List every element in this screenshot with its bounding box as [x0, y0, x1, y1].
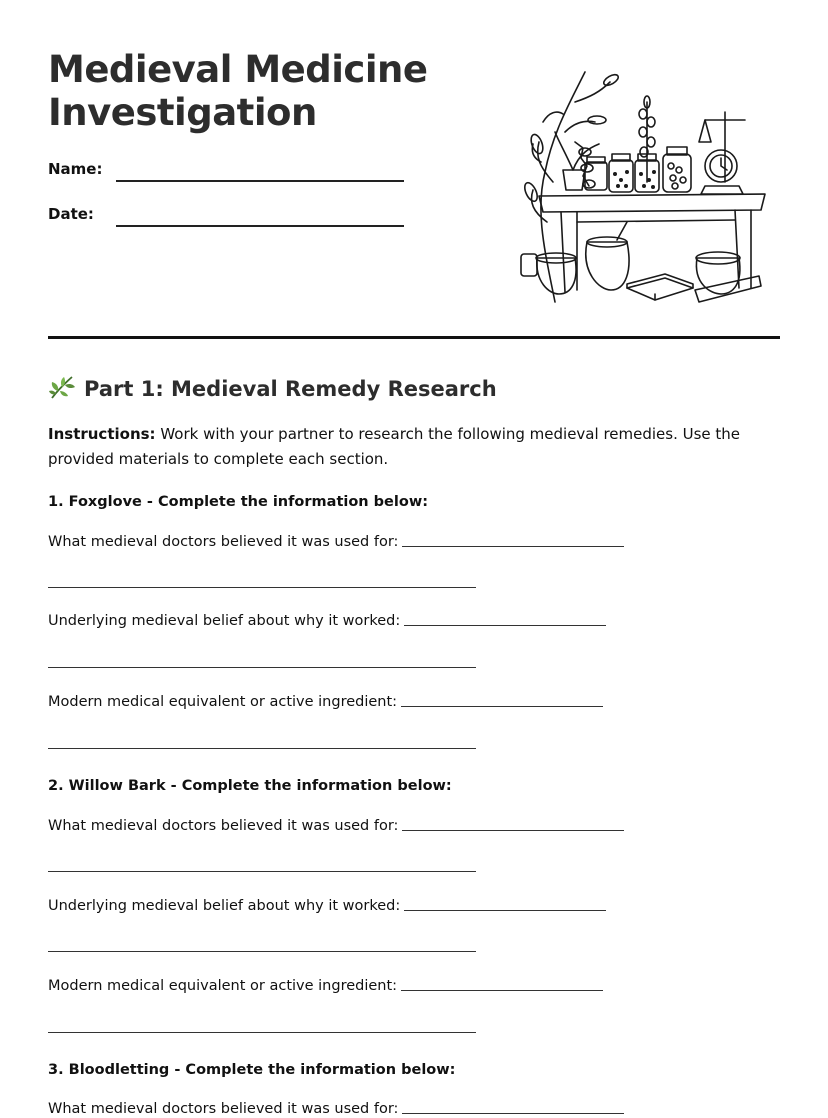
question-label: Underlying medieval belief about why it worked: [48, 898, 401, 914]
remedy-2-answer-line-1[interactable] [48, 871, 476, 872]
part1-heading-text: Part 1: Medieval Remedy Research [84, 377, 497, 401]
remedy-3-question-used-for [48, 1101, 624, 1117]
date-label: Date: [48, 205, 94, 223]
remedy-1-answer-line-1[interactable] [48, 587, 476, 588]
answer-blank[interactable] [402, 1112, 624, 1114]
question-label: What medieval doctors believed it was used for: [48, 534, 399, 550]
remedy-1-question-used-for [48, 534, 624, 550]
name-field[interactable] [116, 180, 404, 182]
section-divider [48, 336, 780, 339]
remedy-3-title: 3. Bloodletting - Complete the information below: [48, 1062, 456, 1078]
remedy-2-title: 2. Willow Bark - Complete the information below: [48, 778, 452, 794]
date-field[interactable] [116, 225, 404, 227]
remedy-2-question-used-for [48, 818, 624, 834]
remedy-1-question-belief [48, 613, 606, 629]
name-label: Name: [48, 160, 103, 178]
question-label: What medieval doctors believed it was used for: [48, 818, 399, 834]
question-label: Modern medical equivalent or active ingredient: [48, 694, 398, 710]
question-label: What medieval doctors believed it was used for: [48, 1101, 399, 1117]
remedy-2-question-belief [48, 898, 606, 914]
answer-blank[interactable] [401, 705, 603, 707]
instructions-label: Instructions: [48, 425, 156, 443]
instructions-paragraph [48, 422, 778, 472]
remedy-1-title: 1. Foxglove - Complete the information below: [48, 494, 429, 510]
question-label: Underlying medieval belief about why it worked: [48, 613, 401, 629]
answer-blank[interactable] [404, 909, 606, 911]
remedy-1-question-modern [48, 694, 603, 710]
answer-blank[interactable] [401, 989, 603, 991]
instructions-text: Work with your partner to research the following medieval remedies. Use the provided materials to complete each section. [48, 425, 741, 468]
remedy-1-answer-line-3[interactable] [48, 748, 476, 749]
question-label: Modern medical equivalent or active ingredient: [48, 978, 398, 994]
answer-blank[interactable] [404, 624, 606, 626]
remedy-2-answer-line-3[interactable] [48, 1032, 476, 1033]
remedy-2-question-modern [48, 978, 603, 994]
herb-leaf-icon [48, 374, 76, 400]
part1-heading [48, 374, 497, 401]
answer-blank[interactable] [402, 545, 624, 547]
answer-blank[interactable] [402, 829, 624, 831]
remedy-2-answer-line-2[interactable] [48, 951, 476, 952]
remedy-1-answer-line-2[interactable] [48, 667, 476, 668]
worksheet-title: Medieval Medicine Investigation [48, 48, 428, 134]
apothecary-table-illustration [515, 62, 771, 312]
